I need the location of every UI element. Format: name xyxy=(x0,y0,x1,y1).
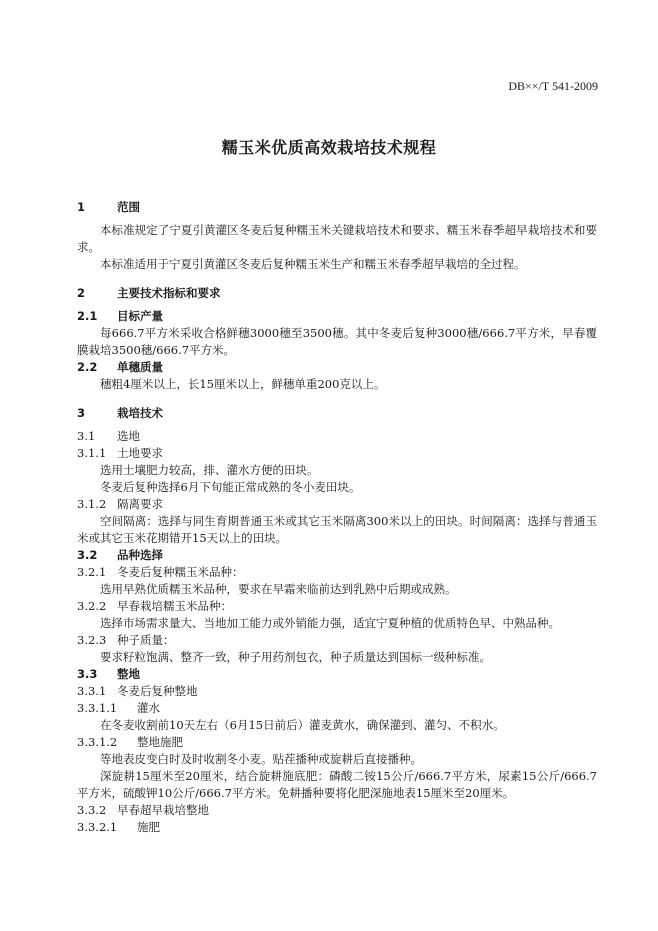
subsection-title: 整地施肥 xyxy=(137,735,183,749)
subsection-heading xyxy=(77,359,597,376)
subsection-title: 施肥 xyxy=(137,820,160,834)
paragraph: 本标准规定了宁夏引黄灌区冬麦后复种糯玉米关键栽培技术和要求、糯玉米春季超早栽培技术和要求。 xyxy=(77,223,597,254)
section-number: 1 xyxy=(77,200,86,214)
subsection-title: 种子质量： xyxy=(117,633,175,647)
subsection-title: 早春栽培糯玉米品种： xyxy=(117,599,232,613)
subsection-title: 冬麦后复种糯玉米品种： xyxy=(117,565,244,579)
paragraph: 冬麦后复种选择6月下旬能正常成熟的冬小麦田块。 xyxy=(100,480,361,494)
subsection-heading xyxy=(77,547,597,564)
subsection-title: 品种选择 xyxy=(117,548,163,562)
subsection-title: 土地要求 xyxy=(117,446,163,460)
document-body xyxy=(77,190,597,836)
section-heading xyxy=(77,285,597,302)
subsection-number: 3.1 xyxy=(77,429,96,443)
subsection-heading xyxy=(77,819,597,836)
subsection-number: 2.1 xyxy=(77,309,98,323)
subsection-number: 3.2.1 xyxy=(77,565,107,579)
paragraph: 选用土壤肥力较高，排、灌水方便的田块。 xyxy=(100,463,319,477)
subsection-number: 3.3 xyxy=(77,667,98,681)
section-heading xyxy=(77,199,597,216)
paragraph: 空间隔离：选择与同生育期普通玉米或其它玉米隔离300米以上的田块。时间隔离：选择与普通玉米或其它玉米花期错开15天以上的田块。 xyxy=(77,514,597,545)
subsection-number: 3.2.2 xyxy=(77,599,107,613)
subsection-title: 冬麦后复种整地 xyxy=(117,684,198,698)
section-number: 3 xyxy=(77,406,86,420)
subsection-heading xyxy=(77,802,597,819)
paragraph: 每666.7平方米采收合格鲜穗3000穗至3500穗。其中冬麦后复种3000穗/666.7平方米，早春覆膜栽培3500穗/666.7平方米。 xyxy=(77,326,597,357)
paragraph: 选择市场需求量大、当地加工能力或外销能力强，适宜宁夏种植的优质特色早、中熟品种。 xyxy=(100,616,560,630)
subsection-title: 目标产量 xyxy=(117,309,163,323)
subsection-heading xyxy=(77,428,597,445)
subsection-title: 单穗质量 xyxy=(117,360,163,374)
subsection-heading xyxy=(77,598,597,615)
subsection-heading xyxy=(77,734,597,751)
section-title: 主要技术指标和要求 xyxy=(117,286,221,300)
section-title: 范围 xyxy=(117,200,140,214)
subsection-number: 3.3.1.1 xyxy=(77,701,118,715)
paragraph: 选用早熟优质糯玉米品种，要求在早霜来临前达到乳熟中后期或成熟。 xyxy=(100,582,457,596)
subsection-heading xyxy=(77,632,597,649)
subsection-heading xyxy=(77,496,597,513)
subsection-number: 3.3.1.2 xyxy=(77,735,118,749)
section-number: 2 xyxy=(77,286,86,300)
subsection-heading xyxy=(77,564,597,581)
subsection-title: 整地 xyxy=(117,667,140,681)
paragraph: 在冬麦收割前10天左右（6月15日前后）灌麦黄水，确保灌到、灌匀、不积水。 xyxy=(100,718,505,732)
subsection-heading xyxy=(77,445,597,462)
section-heading xyxy=(77,405,597,422)
subsection-heading xyxy=(77,666,597,683)
paragraph: 要求籽粒饱满、整齐一致，种子用药剂包衣，种子质量达到国标一级种标准。 xyxy=(100,650,491,664)
subsection-number: 3.3.2.1 xyxy=(77,820,118,834)
document-title: 糯玉米优质高效栽培技术规程 xyxy=(221,138,437,157)
subsection-number: 3.2 xyxy=(77,548,98,562)
subsection-heading xyxy=(77,700,597,717)
subsection-heading xyxy=(77,683,597,700)
subsection-number: 3.3.2 xyxy=(77,803,107,817)
paragraph: 本标准适用于宁夏引黄灌区冬麦后复种糯玉米生产和糯玉米春季超早栽培的全过程。 xyxy=(100,257,526,271)
subsection-number: 3.1.2 xyxy=(77,497,107,511)
subsection-title: 灌水 xyxy=(137,701,160,715)
subsection-number: 3.3.1 xyxy=(77,684,107,698)
subsection-heading xyxy=(77,308,597,325)
document-code: DB××/T 541-2009 xyxy=(508,79,598,93)
paragraph: 等地表皮变白时及时收割冬小麦。贴茬播种或旋耕后直接播种。 xyxy=(100,752,422,766)
subsection-number: 2.2 xyxy=(77,360,98,374)
subsection-number: 3.2.3 xyxy=(77,633,107,647)
subsection-title: 早春超早栽培整地 xyxy=(117,803,209,817)
subsection-title: 选地 xyxy=(117,429,140,443)
section-title: 栽培技术 xyxy=(117,406,163,420)
paragraph: 穗粗4厘米以上，长15厘米以上，鲜穗单重200克以上。 xyxy=(100,377,386,391)
subsection-number: 3.1.1 xyxy=(77,446,107,460)
paragraph: 深旋耕15厘米至20厘米，结合旋耕施底肥：磷酸二铵15公斤/666.7平方米，尿素15公斤/666.7平方米，硫酸钾10公斤/666.7平方米。免耕播种要将化肥深施地表15厘米至20厘米。 xyxy=(77,769,597,800)
subsection-title: 隔离要求 xyxy=(117,497,163,511)
